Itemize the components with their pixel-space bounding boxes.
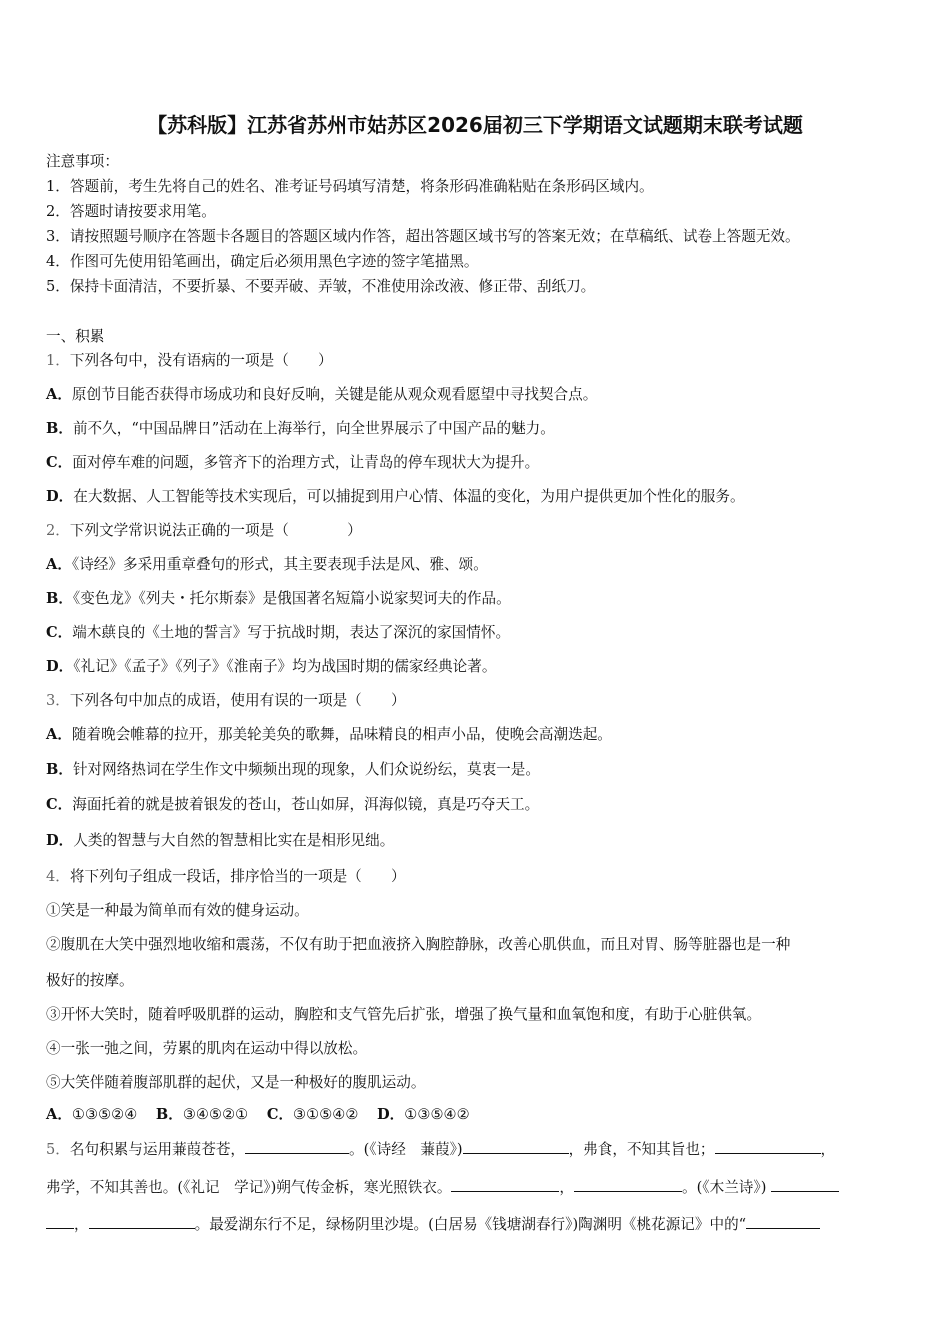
question-text: ，弗食，不知其旨也； — [568, 1141, 715, 1158]
option-text: ③④⑤②① — [182, 1106, 249, 1123]
option-label: C． — [266, 1106, 294, 1123]
option-text: ①③⑤④② — [404, 1106, 470, 1123]
question-4-stem — [46, 867, 406, 887]
option-text: 在大数据、人工智能等技术实现后，可以捕捉到用户心情、体温的变化，为用户提供更加个性化的服务。 — [73, 488, 745, 505]
answer-blank[interactable] — [771, 1177, 839, 1192]
option-text: 原创节目能否获得市场成功和良好反响，关键是能从观众观看愿望中寻找契合点。 — [71, 386, 598, 403]
option-label: C． — [46, 454, 73, 471]
section-heading: 一、积累 — [46, 328, 105, 345]
question-1-stem — [46, 351, 333, 371]
question-text: ， — [74, 1216, 89, 1233]
option-text: 针对网络热词在学生作文中频频出现的现象，人们众说纷纭，莫衷一是。 — [72, 761, 540, 778]
option-label: B． — [46, 420, 73, 437]
question-number: 4． — [46, 868, 70, 885]
option-text: 《礼记》《孟子》《列子》《淮南子》均为战国时期的儒家经典论著。 — [73, 658, 497, 675]
question-text: 下列各句中加点的成语，使用有误的一项是（ ） — [69, 692, 406, 709]
option-text: ①③⑤②④ — [71, 1106, 138, 1123]
q2-option-a — [46, 555, 488, 575]
notice-item: 4．作图可先使用铅笔画出，确定后必须用黑色字迹的签字笔描黑。 — [46, 253, 479, 270]
q3-option-a — [46, 725, 612, 745]
question-5-line-3 — [46, 1214, 820, 1235]
q1-option-a — [46, 385, 597, 405]
q4-sentence: ⑤大笑伴随着腹部肌群的起伏，又是一种极好的腹肌运动。 — [46, 1074, 426, 1091]
option-label: C． — [46, 624, 73, 641]
q4-sentence: ④一张一弛之间，劳累的肌肉在运动中得以放松。 — [46, 1040, 368, 1057]
q4-sentence: ②腹肌在大笑中强烈地收缩和震荡，不仅有助于把血液挤入胸腔静脉，改善心肌供血，而且对胃、肠等脏器也是一种 — [46, 936, 791, 953]
option-text: 端木蕻良的《土地的誓言》写于抗战时期，表达了深沉的家国情怀。 — [72, 624, 511, 641]
question-5-line-2 — [46, 1177, 839, 1198]
notice-item: 5．保持卡面清洁，不要折暴、不要弄破、弄皱，不准使用涂改液、修正带、刮纸刀。 — [46, 278, 596, 295]
option-label: A． — [46, 386, 72, 403]
q1-option-b — [46, 419, 555, 439]
q4-sentence: ①笑是一种最为简单而有效的健身运动。 — [46, 902, 309, 919]
option-text: 海面托着的就是披着银发的苍山，苍山如屏，洱海似镜，真是巧夺天工。 — [72, 796, 540, 813]
answer-blank[interactable] — [746, 1214, 820, 1229]
question-text: 名句积累与运用蒹葭苍苍， — [69, 1141, 246, 1158]
answer-blank[interactable] — [463, 1139, 569, 1154]
notice-item: 1．答题前，考生先将自己的姓名、准考证号码填写清楚，将条形码准确粘贴在条形码区域内。 — [46, 178, 654, 195]
option-label: A． — [46, 1106, 72, 1123]
question-text: 。(《诗经 蒹葭》) — [349, 1141, 463, 1158]
page-title: 【苏科版】江苏省苏州市姑苏区2026届初三下学期语文试题期末联考试题 — [147, 113, 803, 137]
option-label: B． — [46, 761, 73, 778]
option-text: 随着晚会帷幕的拉开，那美轮美奂的歌舞，品味精良的相声小品，使晚会高潮迭起。 — [71, 726, 612, 743]
option-label: A． — [46, 726, 72, 743]
notice-item: 2．答题时请按要求用笔。 — [46, 203, 216, 220]
question-text: 下列文学常识说法正确的一项是（ ） — [69, 522, 362, 539]
q2-option-b — [46, 589, 511, 609]
option-label: D． — [377, 1106, 405, 1123]
answer-blank[interactable] — [715, 1139, 821, 1154]
option-text: ③①⑤④② — [293, 1106, 359, 1123]
q3-option-d — [46, 831, 394, 851]
question-5-line-1 — [46, 1139, 835, 1160]
option-label: D． — [46, 658, 74, 675]
answer-blank[interactable] — [46, 1214, 74, 1229]
question-text: 弗学，不知其善也。(《礼记 学记》)朔气传金柝，寒光照铁衣。 — [46, 1179, 452, 1196]
question-text: 。(《木兰诗》) — [682, 1179, 767, 1196]
notice-heading: 注意事项： — [46, 153, 119, 170]
option-text: 《诗经》多采用重章叠句的形式，其主要表现手法是风、雅、颂。 — [71, 556, 488, 573]
option-text: 人类的智慧与大自然的智慧相比实在是相形见绌。 — [73, 832, 395, 849]
question-text: 。最爱湖东行不足，绿杨阴里沙堤。(白居易《钱塘湖春行》)陶渊明《桃花源记》中的“ — [194, 1216, 747, 1233]
question-number: 5． — [46, 1141, 70, 1158]
question-number: 2． — [46, 522, 70, 539]
q3-option-c — [46, 795, 539, 815]
q2-option-c — [46, 623, 510, 643]
q2-option-d — [46, 657, 496, 677]
answer-blank[interactable] — [574, 1177, 682, 1192]
question-text: 将下列句子组成一段话，排序恰当的一项是（ ） — [69, 868, 406, 885]
option-text: 前不久，“中国品牌日”活动在上海举行，向全世界展示了中国产品的魅力。 — [72, 420, 555, 437]
option-label: C． — [46, 796, 73, 813]
question-text: ， — [559, 1179, 575, 1196]
question-2-stem — [46, 521, 362, 541]
question-3-stem — [46, 691, 406, 711]
question-text: 下列各句中，没有语病的一项是（ ） — [69, 352, 333, 369]
question-number: 3． — [46, 692, 70, 709]
option-text: 《变色龙》《列夫・托尔斯泰》是俄国著名短篇小说家契诃夫的作品。 — [72, 590, 511, 607]
answer-blank[interactable] — [245, 1139, 349, 1154]
option-label: B． — [155, 1106, 183, 1123]
answer-blank[interactable] — [89, 1214, 195, 1229]
q1-option-d — [46, 487, 745, 507]
option-text: 面对停车难的问题，多管齐下的治理方式，让青岛的停车现状大为提升。 — [72, 454, 540, 471]
option-label: A． — [46, 556, 72, 573]
option-label: D． — [46, 832, 74, 849]
option-label: D． — [46, 488, 74, 505]
question-number: 1． — [46, 352, 70, 369]
question-text: ， — [820, 1141, 836, 1158]
q4-sentence: ③开怀大笑时，随着呼吸肌群的运动，胸腔和支气管先后扩张，增强了换气量和血氧饱和度，有助于心脏供氧。 — [46, 1006, 762, 1023]
q3-option-b — [46, 760, 540, 780]
q4-choices — [46, 1105, 470, 1125]
q4-sentence: 极好的按摩。 — [46, 972, 134, 989]
notice-item: 3．请按照题号顺序在答题卡各题目的答题区域内作答，超出答题区域书写的答案无效；在草稿纸、试卷上答题无效。 — [46, 228, 800, 245]
q1-option-c — [46, 453, 539, 473]
option-label: B． — [46, 590, 73, 607]
answer-blank[interactable] — [451, 1177, 559, 1192]
